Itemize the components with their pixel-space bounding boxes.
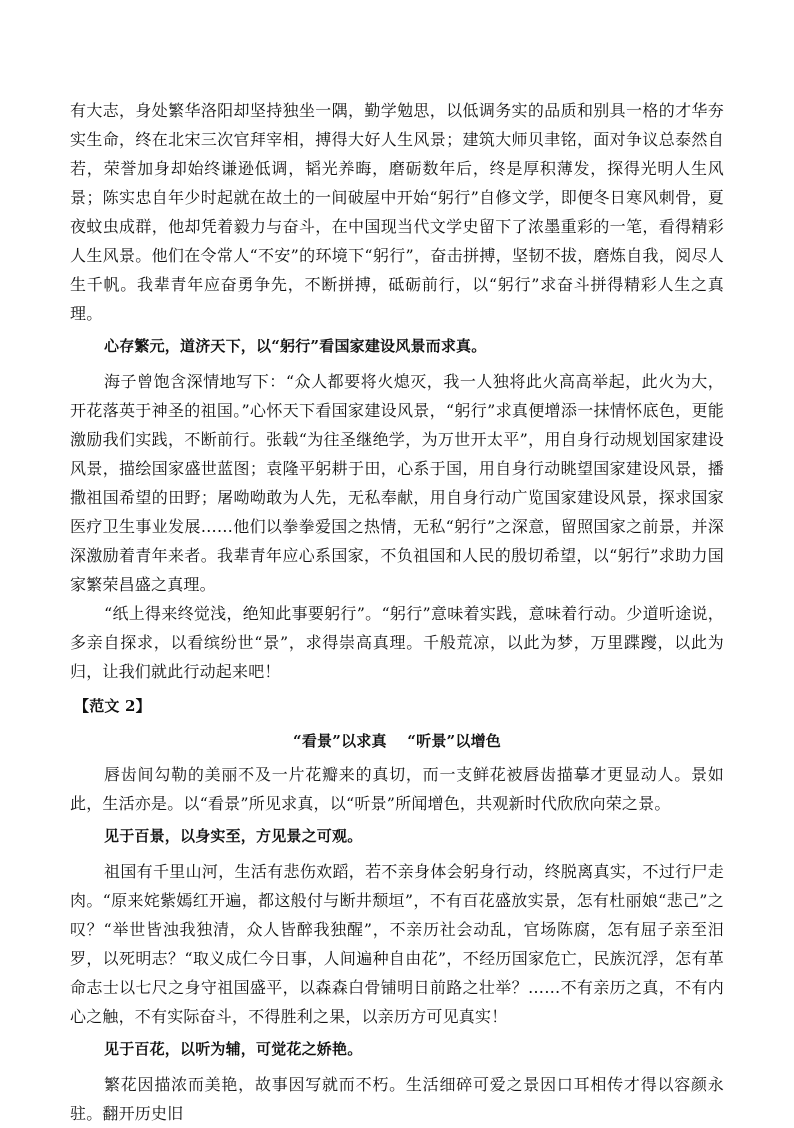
- section-heading: 见于百景，以身实至，方见景之可观。: [104, 827, 363, 845]
- sample-essay-label: 【范文 2】: [74, 697, 151, 715]
- section-heading: 心存繁元，道济天下，以“躬行”看国家建设风景而求真。: [104, 337, 487, 355]
- document-page: [70, 96, 724, 1128]
- body-paragraph: 繁花因描浓而美艳，故事因写就而不朽。生活细碎可爱之景因口耳相传才得以容颜永驻。翻开历史旧: [70, 1075, 724, 1123]
- body-paragraph: 海子曾饱含深情地写下：“众人都要将火熄灭，我一人独将此火高高举起，此火为大，开花落英于神圣的祖国。”心怀天下看国家建设风景，“躬行”求真便增添一抹情怀底色，更能激励我们实践，不断前行。张载“为往圣继绝学，为万世开太平”，用自身行动规划国家建设风景，描绘国家盛世蓝图；袁隆平躬耕于田，心系于国，用自身行动眺望国家建设风景，播撒祖国希望的田野；屠呦呦敢为人先，无私奉献，用自身行动广览国家建设风景，探求国家医疗卫生事业发展……他们以拳拳爱国之热情，无私“躬行”之深意，留照国家之前景，并深深激励着青年来者。我辈青年应心系国家，不负祖国和人民的殷切希望，以“躬行”求助力国家繁荣昌盛之真理。: [70, 372, 724, 594]
- body-paragraph: “纸上得来终觉浅，绝知此事要躬行”。“躬行”意味着实践，意味着行动。少道听途说，多亲自探求，以看缤纷世“景”，求得崇高真理。千般荒凉，以此为梦，万里蹀躞，以此为归，让我们就此行动起来吧！: [70, 604, 724, 681]
- body-paragraph: 唇齿间勾勒的美丽不及一片花瓣来的真切，而一支鲜花被唇齿描摹才更显动人。景如此，生活亦是。以“看景”所见求真，以“听景”所闻增色，共观新时代欣欣向荣之景。: [70, 765, 724, 813]
- body-paragraph: 有大志，身处繁华洛阳却坚持独坐一隅，勤学勉思，以低调务实的品质和别具一格的才华夯实生命，终在北宋三次官拜宰相，搏得大好人生风景；建筑大师贝聿铭，面对争议总泰然自若，荣誉加身却始终谦逊低调，韬光养晦，磨砺数年后，终是厚积薄发，探得光明人生风景；陈实忠自年少时起就在故土的一间破屋中开始“躬行”自修文学，即便冬日寒风刺骨，夏夜蚊虫成群，他却凭着毅力与奋斗，在中国现当代文学史留下了浓墨重彩的一笔，看得精彩人生风景。他们在令常人“不安”的环境下“躬行”，奋击拼搏，坚韧不拔，磨炼自我，阅尽人生千帆。我辈青年应奋勇争先，不断拼搏，砥砺前行，以“躬行”求奋斗拼得精彩人生之真理。: [70, 101, 724, 323]
- section-heading: 见于百花，以听为辅，可觉花之娇艳。: [104, 1040, 363, 1058]
- essay-title: “看景”以求真 “听景”以增色: [293, 732, 501, 750]
- body-paragraph: 祖国有千里山河，生活有悲伤欢蹈，若不亲身体会躬身行动，终脱离真实，不过行尸走肉。“原来姹紫嫣红开遍，都这般付与断井颓垣”，不有百花盛放实景，怎有杜丽娘“悲己”之叹？“举世皆浊我独清，众人皆醉我独醒”，不亲历社会动乱，官场陈腐，怎有屈子亲至汨罗，以死明志？“取义成仁今日事，人间遍种自由花”，不经历国家危亡，民族沉浮，怎有革命志士以七尺之身守祖国盛平，以森森白骨铺明日前路之壮举？……不有亲历之真，不有内心之触，不有实际奋斗，不得胜利之果，以亲历方可见真实！: [70, 862, 724, 1026]
